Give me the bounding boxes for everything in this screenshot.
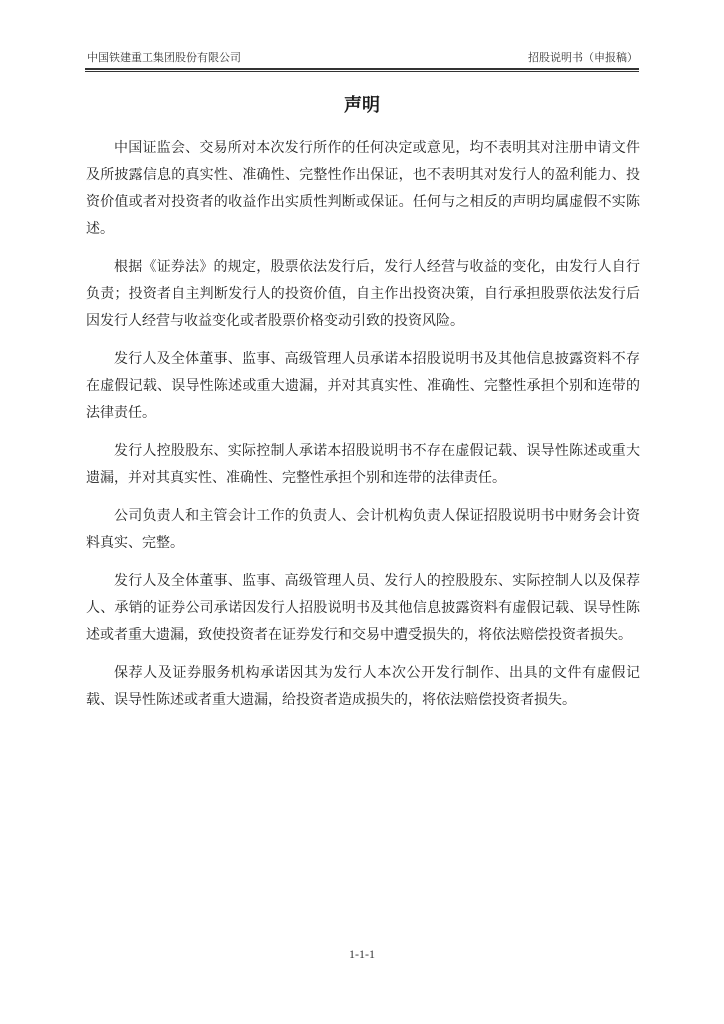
header-rule-secondary (85, 71, 639, 72)
header-company-name: 中国铁建重工集团股份有限公司 (87, 51, 241, 64)
paragraph-compensation-undertaking: 发行人及全体董事、监事、高级管理人员、发行人的控股股东、实际控制人以及保荐人、承销的证券公司承诺因发行人招股说明书及其他信息披露资料有虚假记载、误导性陈述或者重大遗漏，致使投资者在证券发行和交易中遭受损失的，将依法赔偿投资者损失。 (86, 573, 640, 643)
paragraph-board-undertaking: 发行人及全体董事、监事、高级管理人员承诺本招股说明书及其他信息披露资料不存在虚假记载、误导性陈述或重大遗漏，并对其真实性、准确性、完整性承担个别和连带的法律责任。 (86, 351, 640, 421)
declaration-body (86, 135, 640, 725)
paragraph-controller-undertaking: 发行人控股股东、实际控制人承诺本招股说明书不存在虚假记载、误导性陈述或重大遗漏，并对其真实性、准确性、完整性承担个别和连带的法律责任。 (86, 443, 640, 486)
paragraph-csrc-disclaimer: 中国证监会、交易所对本次发行所作的任何决定或意见，均不表明其对注册申请文件及所披露信息的真实性、准确性、完整性作出保证，也不表明其对发行人的盈利能力、投资价值或者对投资者的收益作出实质性判断或保证。任何与之相反的声明均属虚假不实陈述。 (86, 140, 640, 237)
page-header (87, 50, 638, 66)
paragraph-securities-law: 根据《证券法》的规定，股票依法发行后，发行人经营与收益的变化，由发行人自行负责；投资者自主判断发行人的投资价值，自主作出投资决策，自行承担股票依法发行后因发行人经营与收益变化或者股票价格变动引致的投资风险。 (86, 259, 640, 329)
header-rule (85, 68, 639, 70)
header-document-type: 招股说明书（申报稿） (528, 51, 638, 64)
paragraph-sponsor-undertaking: 保荐人及证券服务机构承诺因其为发行人本次公开发行制作、出具的文件有虚假记载、误导性陈述或者重大遗漏，给投资者造成损失的，将依法赔偿投资者损失。 (86, 665, 640, 708)
page-title: 声明 (344, 95, 380, 116)
page-number: 1-1-1 (349, 947, 375, 961)
paragraph-accounting-assurance: 公司负责人和主管会计工作的负责人、会计机构负责人保证招股说明书中财务会计资料真实、完整。 (86, 508, 640, 551)
